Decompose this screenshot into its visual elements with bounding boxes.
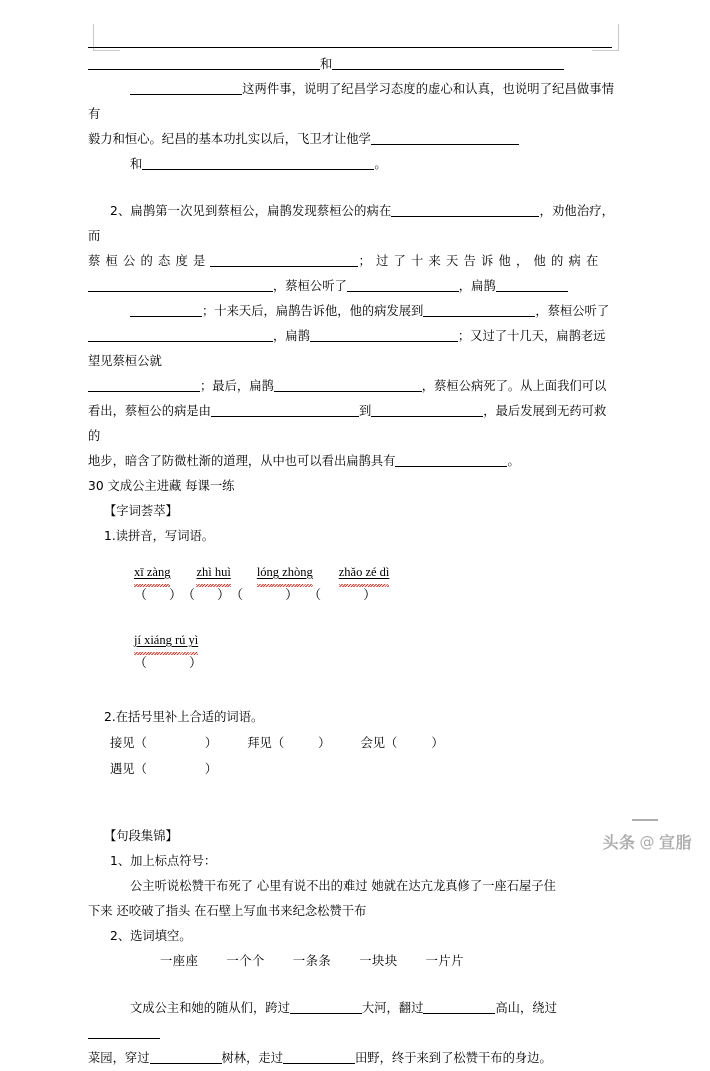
q2-seg-16: 地步，暗含了防微杜渐的道理，从中也可以看出扁鹊具有	[88, 454, 396, 468]
q2-line-8	[88, 449, 614, 474]
exercise3-body-text-1: 公主听说松赞干布死了 心里有说不出的难过 她就在达亢龙真修了一座石屋子住	[130, 879, 556, 893]
answer-paren-close[interactable]: ）	[217, 587, 231, 602]
section-header-vocab-label: 【字词荟萃】	[104, 504, 178, 518]
blank[interactable]	[423, 1000, 495, 1014]
answer-paren-open[interactable]: （	[134, 587, 148, 602]
lesson-title: 30 文成公主进藏 每课一练	[88, 479, 235, 493]
q2-line-3	[88, 274, 614, 299]
blank[interactable]	[142, 156, 374, 170]
exercise2-prompt-label: 2.在括号里补上合适的词语。	[104, 710, 264, 724]
choice-option[interactable]: 一片片	[425, 954, 465, 968]
q2-seg-1: 2、扁鹊第一次见到蔡桓公，扁鹊发现蔡桓公的病在	[110, 204, 392, 218]
exercise2-row-1	[88, 730, 614, 756]
word-item-close[interactable]: ）	[318, 736, 331, 750]
q2-line-4	[88, 299, 614, 324]
blank[interactable]	[88, 378, 200, 392]
q1-text-3: 毅力和恒心。纪昌的基本功扎实以后，飞卫才让他学	[88, 132, 371, 146]
q2-seg-11: ；最后，扁鹊	[200, 379, 274, 393]
exercise3-body-line-1	[88, 874, 614, 899]
blank[interactable]	[423, 303, 535, 317]
blank[interactable]	[395, 453, 507, 467]
q2-seg-4: ；过了十来天告诉他，他的病在	[358, 254, 604, 268]
word-item-close[interactable]: ）	[431, 736, 444, 750]
watermark-at-icon: @	[639, 832, 655, 851]
page-top-rule	[88, 47, 612, 48]
q1-text-2: 这两件事，说明了纪昌学习态度的虚心和认真，也说明了纪昌做事情有	[88, 82, 614, 121]
exercise4-fill-line-2	[88, 1046, 614, 1071]
q2-seg-5: ，蔡桓公听了	[273, 279, 347, 293]
q1-line-1	[88, 52, 614, 77]
section-header-sentence-label: 【句段集锦】	[104, 829, 178, 843]
exercise3-body-text-2: 下来 还咬破了指头 在石壁上写血书来纪念松赞干布	[88, 904, 367, 918]
exercise2-prompt	[88, 705, 614, 730]
q1-line-2	[88, 77, 614, 127]
section-header-sentence	[88, 824, 614, 849]
q2-line-5	[88, 324, 614, 374]
blank[interactable]	[391, 203, 539, 217]
q2-seg-12: ，蔡桓公病死了。从上面我们可以	[421, 379, 607, 393]
q1-line-4	[88, 152, 614, 177]
answer-paren-open[interactable]: （	[308, 587, 322, 602]
answer-paren-close[interactable]: ）	[285, 587, 299, 602]
q2-line-2	[88, 249, 614, 274]
pinyin-word: lóng zhòng	[257, 561, 313, 583]
exercise4-prompt-label: 2、选词填空。	[110, 929, 192, 943]
blank[interactable]	[496, 278, 568, 292]
answer-paren-open[interactable]: （	[182, 587, 196, 602]
toutiao-watermark	[602, 830, 692, 853]
q2-seg-2: ，劝他治疗，而	[88, 204, 614, 243]
q2-line-7	[88, 399, 614, 449]
choice-option[interactable]: 一个个	[226, 954, 265, 968]
choice-option[interactable]: 一块块	[359, 954, 398, 968]
blank[interactable]	[130, 303, 202, 317]
q2-seg-9: ，扁鹊	[273, 329, 310, 343]
q2-seg-13: 看出，蔡桓公的病是由	[88, 404, 211, 418]
q2-line-1	[88, 199, 614, 249]
answer-paren-close[interactable]: ）	[189, 655, 203, 670]
q2-seg-3: 蔡桓公的态度是	[88, 254, 211, 268]
blank[interactable]	[130, 81, 242, 95]
blank[interactable]	[310, 328, 458, 342]
pinyin-word: jí xiáng rú yì	[134, 629, 198, 651]
blank[interactable]	[371, 131, 519, 145]
blank[interactable]	[332, 56, 564, 70]
document-body	[88, 52, 614, 1071]
watermark-brand: 头条	[602, 833, 636, 852]
q2-seg-7: ；十来天后，扁鹊告诉他，他的病发展到	[202, 304, 424, 318]
blank[interactable]	[371, 403, 483, 417]
q2-seg-10: ；又过了十几天，扁鹊老远望见蔡桓公就	[88, 329, 606, 368]
q2-seg-14: 到	[358, 404, 372, 418]
pinyin-word: zhǎo zé dì	[339, 561, 390, 583]
exercise4-fill-line-1	[88, 996, 614, 1046]
blank[interactable]	[88, 56, 320, 70]
blank[interactable]	[210, 253, 358, 267]
answer-paren-open[interactable]: （	[134, 655, 148, 670]
word-item-baijian[interactable]: 拜见（	[247, 736, 285, 750]
q2-seg-15: ，最后发展到无药可救的	[88, 404, 607, 443]
section-header-vocab	[88, 499, 614, 524]
blank[interactable]	[150, 1050, 222, 1064]
exercise1-prompt	[88, 524, 614, 549]
word-item-huijian[interactable]: 会见（	[360, 736, 398, 750]
blank[interactable]	[290, 1000, 362, 1014]
answer-paren-close[interactable]: ）	[169, 587, 183, 602]
watermark-rule	[632, 819, 658, 821]
choice-option[interactable]: 一座座	[160, 954, 199, 968]
blank[interactable]	[283, 1050, 355, 1064]
exercise1-prompt-label: 1.读拼音，写词语。	[104, 529, 215, 543]
pinyin-word: zhì huì	[196, 561, 230, 583]
pinyin-row-2	[88, 629, 614, 651]
answer-paren-close[interactable]: ）	[363, 587, 377, 602]
pinyin-word: xī zàng	[134, 561, 170, 583]
blank[interactable]	[88, 1025, 160, 1039]
exercise4-text-2a: 菜园，穿过	[88, 1051, 150, 1065]
q2-seg-6: ，扁鹊	[458, 279, 496, 293]
q1-period: 。	[374, 157, 387, 171]
exercise3-body-line-2	[88, 899, 614, 924]
exercise4-text-2b: 树林，走过	[221, 1051, 283, 1065]
exercise4-text-2c: 田野，终于来到了松赞干布的身边。	[355, 1051, 552, 1065]
pinyin-row-1	[88, 561, 614, 583]
word-item-close[interactable]: ）	[204, 762, 218, 776]
exercise3-prompt-label: 1、加上标点符号：	[110, 854, 217, 868]
blank[interactable]	[211, 403, 359, 417]
exercise4-choices	[88, 949, 614, 974]
blank[interactable]	[274, 378, 422, 392]
choice-option[interactable]: 一条条	[292, 954, 332, 968]
q1-line-3	[88, 127, 614, 152]
q1-connector-1: 和	[320, 57, 333, 71]
q1-connector-2: 和	[130, 157, 143, 171]
q2-seg-17: 。	[507, 454, 520, 468]
exercise4-text-1c: 高山，绕过	[495, 1001, 557, 1015]
exercise4-text-1b: 大河，翻过	[361, 1001, 424, 1015]
exercise4-text-1a: 文成公主和她的随从们，跨过	[130, 1001, 290, 1015]
exercise3-prompt	[88, 849, 614, 874]
watermark-username: 宣脂	[658, 833, 692, 852]
answer-paren-open[interactable]: （	[230, 587, 244, 602]
blank[interactable]	[347, 278, 459, 292]
exercise4-prompt	[88, 924, 614, 949]
word-item-jiejian[interactable]: 接见（	[110, 736, 147, 750]
blank[interactable]	[88, 328, 273, 342]
exercise2-row-2	[88, 756, 614, 782]
word-item-yujian[interactable]: 遇见（	[110, 762, 147, 776]
blank[interactable]	[88, 278, 273, 292]
q2-seg-8: ，蔡桓公听了	[535, 304, 610, 318]
word-item-close[interactable]: ）	[204, 736, 218, 750]
q2-line-6	[88, 374, 614, 399]
